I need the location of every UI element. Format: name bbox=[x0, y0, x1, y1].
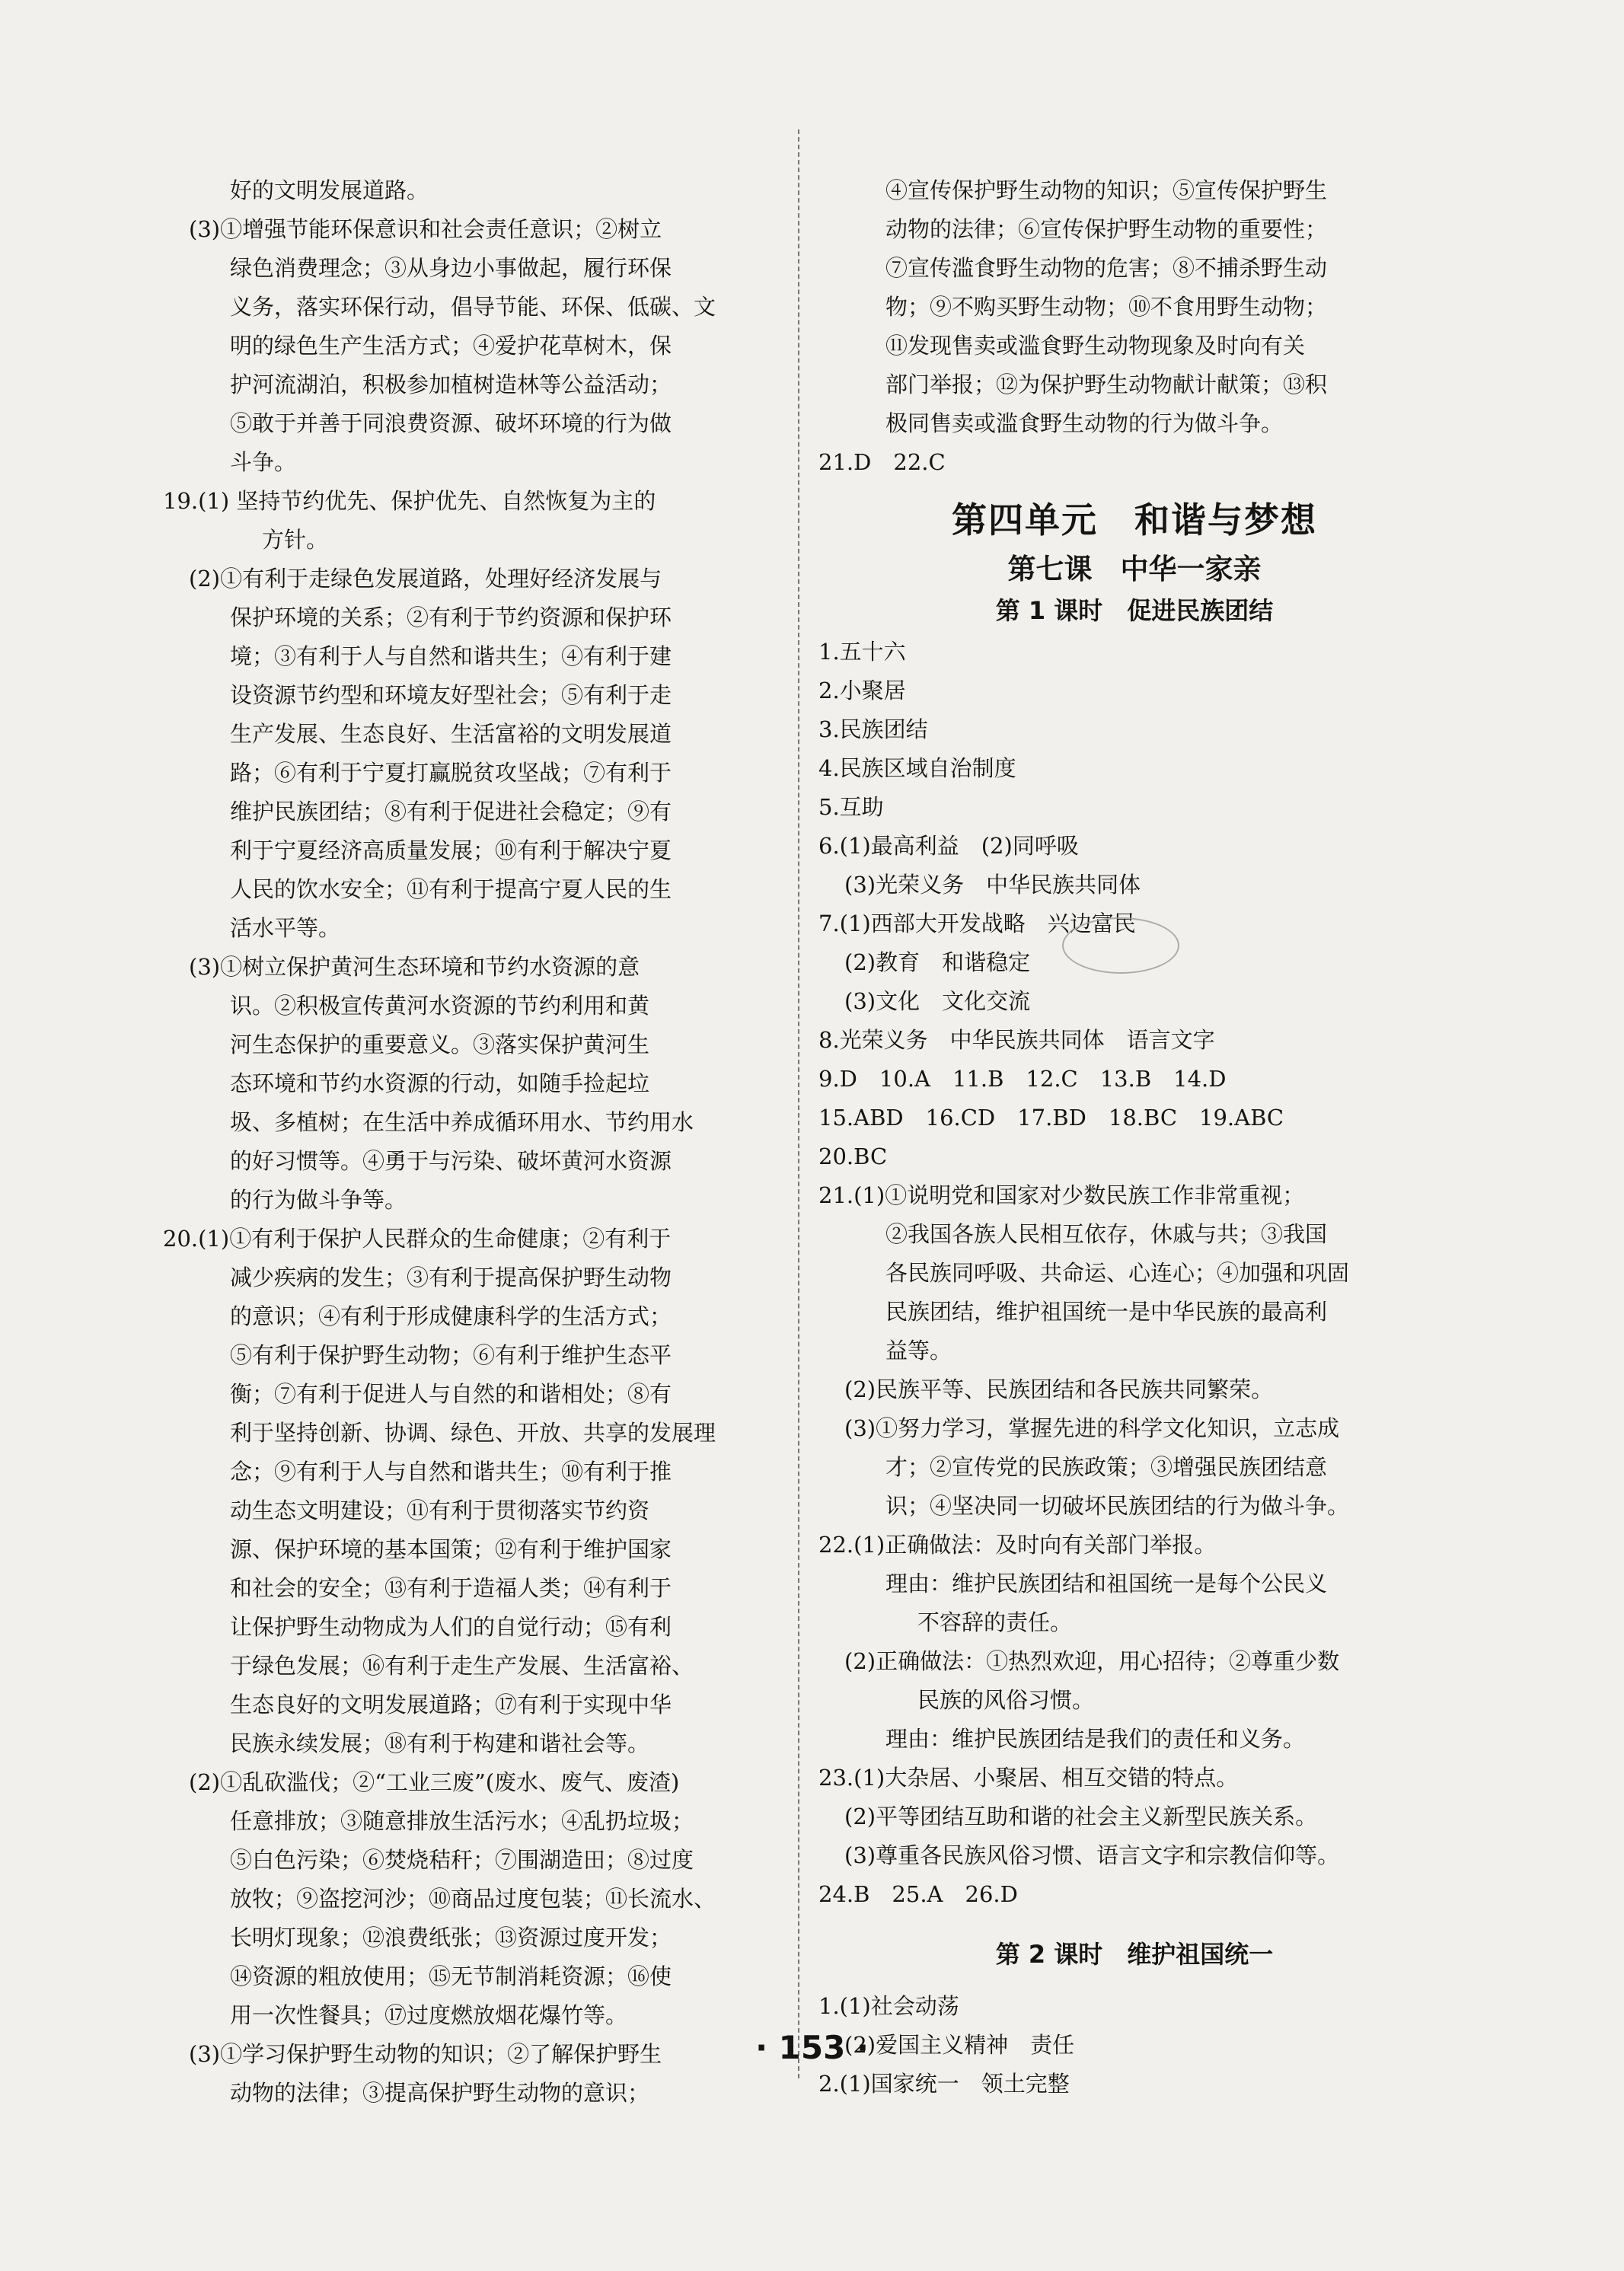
answer-line: 部门举报；⑫为保护野生动物献计献策；⑬积 bbox=[885, 372, 1328, 397]
answer-line: 方针。 bbox=[262, 527, 329, 553]
answer-line: 义务，落实环保行动，倡导节能、环保、低碳、文 bbox=[230, 294, 716, 320]
right-column-top bbox=[818, 171, 1450, 482]
answer-line: 2.小聚居 bbox=[818, 678, 906, 703]
answer-line: (3)①努力学习，掌握先进的科学文化知识，立志成 bbox=[844, 1415, 1340, 1441]
answer-line: 不容辞的责任。 bbox=[917, 1609, 1073, 1635]
answer-line: 识。②积极宣传黄河水资源的节约利用和黄 bbox=[230, 993, 650, 1019]
answer-line: 21.D 22.C bbox=[818, 449, 946, 475]
answer-line: 维护民族团结；⑧有利于促进社会稳定；⑨有 bbox=[230, 799, 672, 825]
answer-line: 的行为做斗争等。 bbox=[230, 1187, 407, 1213]
unit-title: 第四单元 和谐与梦想 bbox=[952, 499, 1317, 541]
answer-line: 极同售卖或滥食野生动物的行为做斗争。 bbox=[885, 410, 1284, 436]
answer-line: ②我国各族人民相互依存，休戚与共；③我国 bbox=[885, 1221, 1328, 1247]
answer-line: 的意识；④有利于形成健康科学的生活方式； bbox=[230, 1303, 672, 1329]
answer-line: (3)尊重各民族风俗习惯、语言文字和宗教信仰等。 bbox=[844, 1842, 1340, 1868]
answer-line: 23.(1)大杂居、小聚居、相互交错的特点。 bbox=[818, 1765, 1239, 1791]
answer-line: 24.B 25.A 26.D bbox=[818, 1881, 1018, 1907]
answer-line: 减少疾病的发生；③有利于提高保护野生动物 bbox=[230, 1265, 672, 1290]
answer-line: 动物的法律；③提高保护野生动物的意识； bbox=[230, 2080, 650, 2106]
answer-line: 5.互助 bbox=[818, 794, 884, 820]
answer-line: 民族永续发展；⑱有利于构建和谐社会等。 bbox=[230, 1730, 650, 1756]
answer-line: 源、保护环境的基本国策；⑫有利于维护国家 bbox=[230, 1536, 672, 1562]
answer-line: (2)民族平等、民族团结和各民族共同繁荣。 bbox=[844, 1376, 1274, 1402]
answer-line: ⑤白色污染；⑥焚烧秸秆；⑦围湖造田；⑧过度 bbox=[230, 1847, 694, 1873]
answer-line: 于绿色发展；⑯有利于走生产发展、生活富裕、 bbox=[230, 1653, 694, 1679]
answer-line: 设资源节约型和环境友好型社会；⑤有利于走 bbox=[230, 682, 672, 708]
answer-line: 才；②宣传党的民族政策；③增强民族团结意 bbox=[885, 1454, 1328, 1480]
answer-line: 明的绿色生产生活方式；④爱护花草树木，保 bbox=[230, 333, 672, 359]
answer-line: 的好习惯等。④勇于与污染、破坏黄河水资源 bbox=[230, 1148, 672, 1174]
answer-line: 绿色消费理念；③从身边小事做起，履行环保 bbox=[230, 255, 672, 281]
page-number: · 153 · bbox=[755, 2029, 869, 2066]
answer-line: 斗争。 bbox=[230, 449, 297, 475]
answer-line: 保护环境的关系；②有利于节约资源和保护环 bbox=[230, 604, 672, 630]
right-column-mid bbox=[818, 633, 1450, 1914]
answer-line: 1.(1)社会动荡 bbox=[818, 1993, 959, 2019]
answer-line: 民族团结，维护祖国统一是中华民族的最高利 bbox=[885, 1299, 1328, 1325]
answer-line: 长明灯现象；⑫浪费纸张；⑬资源过度开发； bbox=[230, 1925, 672, 1950]
answer-line: 动生态文明建设；⑪有利于贯彻落实节约资 bbox=[230, 1498, 650, 1523]
period-1-title: 第 1 课时 促进民族团结 bbox=[995, 596, 1274, 625]
answer-line: 15.ABD 16.CD 17.BD 18.BC 19.ABC bbox=[818, 1105, 1284, 1131]
answer-line: 护河流湖泊，积极参加植树造林等公益活动； bbox=[230, 372, 672, 397]
answer-line: 4.民族区域自治制度 bbox=[818, 755, 1016, 781]
answer-line: (2)教育 和谐稳定 bbox=[844, 949, 1031, 975]
answer-line: 益等。 bbox=[885, 1338, 952, 1364]
answer-line: 态环境和节约水资源的行动，如随手捡起垃 bbox=[230, 1070, 650, 1096]
answer-line: ⑭资源的粗放使用；⑮无节制消耗资源；⑯使 bbox=[230, 1963, 672, 1989]
answer-line: 识；④坚决同一切破坏民族团结的行为做斗争。 bbox=[885, 1493, 1350, 1519]
answer-line: 生产发展、生态良好、生活富裕的文明发展道 bbox=[230, 721, 672, 747]
answer-line: 路；⑥有利于宁夏打赢脱贫攻坚战；⑦有利于 bbox=[230, 760, 672, 786]
answer-line: (3)①树立保护黄河生态环境和节约水资源的意 bbox=[189, 954, 640, 980]
answer-line: 8.光荣义务 中华民族共同体 语言文字 bbox=[818, 1027, 1215, 1053]
answer-line: ④宣传保护野生动物的知识；⑤宣传保护野生 bbox=[885, 177, 1328, 203]
answer-line: ⑦宣传滥食野生动物的危害；⑧不捕杀野生动 bbox=[885, 255, 1328, 281]
answer-line: 21.(1)①说明党和国家对少数民族工作非常重视； bbox=[818, 1182, 1305, 1208]
answer-line: 物；⑨不购买野生动物；⑩不食用野生动物； bbox=[885, 294, 1328, 320]
answer-line: 理由：维护民族团结和祖国统一是每个公民义 bbox=[885, 1571, 1328, 1596]
answer-line: (2)平等团结互助和谐的社会主义新型民族关系。 bbox=[844, 1804, 1318, 1829]
lesson-title: 第七课 中华一家亲 bbox=[1007, 553, 1262, 585]
answer-line: 河生态保护的重要意义。③落实保护黄河生 bbox=[230, 1032, 650, 1057]
answer-line: ⑤敢于并善于同浪费资源、破坏环境的行为做 bbox=[230, 410, 672, 436]
answer-line: 让保护野生动物成为人们的自觉行动；⑮有利 bbox=[230, 1614, 672, 1640]
answer-line: (2)①有利于走绿色发展道路，处理好经济发展与 bbox=[189, 566, 662, 592]
answer-line: 念；⑨有利于人与自然和谐共生；⑩有利于推 bbox=[230, 1459, 672, 1485]
answer-line: 活水平等。 bbox=[230, 915, 341, 941]
answer-line: (2)①乱砍滥伐；②“工业三废”(废水、废气、废渣) bbox=[189, 1769, 680, 1795]
answer-line: 22.(1)正确做法：及时向有关部门举报。 bbox=[818, 1532, 1217, 1558]
answer-line: 生态良好的文明发展道路；⑰有利于实现中华 bbox=[230, 1692, 672, 1718]
answer-line: 任意排放；③随意排放生活污水；④乱扔垃圾； bbox=[230, 1808, 694, 1834]
answer-line: 1.五十六 bbox=[818, 639, 906, 665]
watermark-stamp bbox=[1062, 917, 1179, 974]
answer-line: 放牧；⑨盗挖河沙；⑩商品过度包装；⑪长流水、 bbox=[230, 1886, 716, 1912]
answer-line: 3.民族团结 bbox=[818, 716, 928, 742]
answer-line: 20.(1)①有利于保护人民群众的生命健康；②有利于 bbox=[163, 1226, 672, 1252]
answer-line: (3)①增强节能环保意识和社会责任意识；②树立 bbox=[189, 216, 662, 242]
right-column bbox=[818, 171, 1450, 2104]
answer-line: 好的文明发展道路。 bbox=[230, 177, 429, 203]
answer-line: 境；③有利于人与自然和谐共生；④有利于建 bbox=[230, 643, 672, 669]
answer-line: 人民的饮水安全；⑪有利于提高宁夏人民的生 bbox=[230, 876, 672, 902]
answer-line: 20.BC bbox=[818, 1143, 888, 1169]
answer-line: 衡；⑦有利于促进人与自然的和谐相处；⑧有 bbox=[230, 1381, 672, 1407]
column-divider bbox=[798, 129, 801, 2078]
answer-line: 19.(1) 坚持节约优先、保护优先、自然恢复为主的 bbox=[163, 488, 656, 514]
answer-line: (2)爱国主义精神 责任 bbox=[844, 2032, 1075, 2058]
left-column bbox=[163, 171, 787, 2113]
answer-line: 6.(1)最高利益 (2)同呼吸 bbox=[818, 833, 1079, 859]
answer-line: 用一次性餐具；⑰过度燃放烟花爆竹等。 bbox=[230, 2002, 628, 2028]
answer-line: 和社会的安全；⑬有利于造福人类；⑭有利于 bbox=[230, 1575, 672, 1601]
answer-line: 动物的法律；⑥宣传保护野生动物的重要性； bbox=[885, 216, 1328, 242]
answer-line: 利于宁夏经济高质量发展；⑩有利于解决宁夏 bbox=[230, 837, 672, 863]
answer-line: 利于坚持创新、协调、绿色、开放、共享的发展理 bbox=[230, 1420, 716, 1446]
answer-line: 9.D 10.A 11.B 12.C 13.B 14.D bbox=[818, 1066, 1227, 1092]
answer-line: 理由：维护民族团结是我们的责任和义务。 bbox=[885, 1726, 1306, 1752]
period-2-title: 第 2 课时 维护祖国统一 bbox=[995, 1940, 1274, 1969]
answer-line: ⑤有利于保护野生动物；⑥有利于维护生态平 bbox=[230, 1342, 672, 1368]
answer-line: (3)①学习保护野生动物的知识；②了解保护野生 bbox=[189, 2041, 662, 2067]
answer-line: 各民族同呼吸、共命运、心连心；④加强和巩固 bbox=[885, 1260, 1350, 1286]
answer-line: (3)文化 文化交流 bbox=[844, 988, 1031, 1014]
answer-line: (3)光荣义务 中华民族共同体 bbox=[844, 872, 1141, 898]
answer-line: 民族的风俗习惯。 bbox=[917, 1687, 1095, 1713]
answer-line: (2)正确做法：①热烈欢迎，用心招待；②尊重少数 bbox=[844, 1648, 1340, 1674]
answer-line: 圾、多植树；在生活中养成循环用水、节约用水 bbox=[230, 1109, 694, 1135]
answer-line: 7.(1)西部大开发战略 兴边富民 bbox=[818, 911, 1136, 936]
answer-line: ⑪发现售卖或滥食野生动物现象及时向有关 bbox=[885, 333, 1306, 359]
answer-line: 2.(1)国家统一 领土完整 bbox=[818, 2071, 1070, 2097]
